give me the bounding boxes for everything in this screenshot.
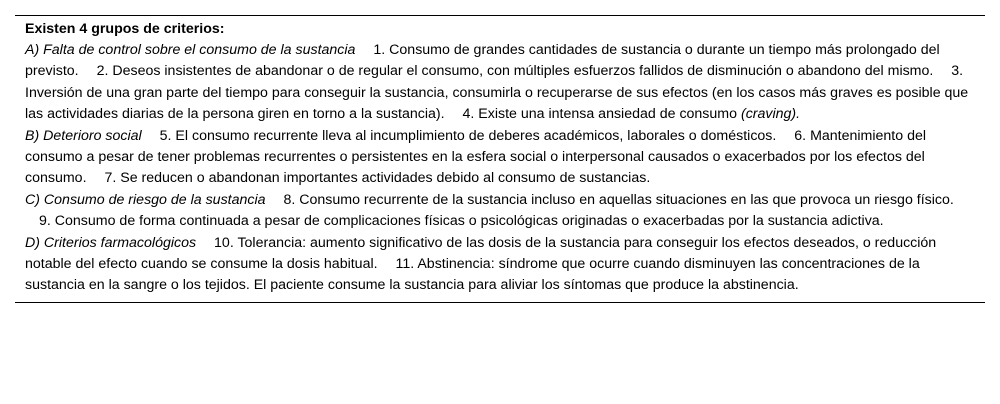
criterion-4-term: (craving). xyxy=(740,106,801,123)
criterion-10: 10. Tolerancia: aumento significativo de las dosis de la sustancia para conseguir los efectos deseados, o reducción notable del efecto cuando se consume la dosis habitual. xyxy=(25,234,937,273)
group-title-a: A) Falta de control sobre el consumo de la sustancia xyxy=(25,42,356,58)
criterion-4: 4. Existe una intensa ansiedad de consumo xyxy=(462,106,738,123)
criterion-2: 2. Deseos insistentes de abandonar o de regular el consumo, con múltiples esfuerzos fallidos de disminución o abandono del mismo. xyxy=(96,63,934,80)
criterion-3: 3. Inversión de una gran parte del tiempo para conseguir la sustancia, consumirla o recuperarse de sus efectos (en los casos más graves es posible que las actividades diarias de la persona giren en torno a la sustancia). xyxy=(25,63,969,123)
criterion-5: 5. El consumo recurrente lleva al incumplimiento de deberes académicos, laborales o domésticos. xyxy=(159,127,777,144)
table-heading: Existen 4 grupos de criterios: xyxy=(25,21,225,37)
group-title-d: D) Criterios farmacológicos xyxy=(25,234,197,251)
group-title-c: C) Consumo de riesgo de la sustancia xyxy=(25,191,266,208)
criteria-group-b xyxy=(25,126,975,190)
criterion-9: 9. Consumo de forma continuada a pesar de complicaciones físicas o psicológicas originadas o exacerbadas por la sustancia adictiva. xyxy=(39,213,884,230)
group-title-b: B) Deterioro social xyxy=(25,127,142,144)
criterion-1: 1. Consumo de grandes cantidades de sustancia o durante un tiempo más prolongado del previsto. xyxy=(25,42,940,80)
criteria-group-d xyxy=(25,233,975,297)
criteria-group-c xyxy=(25,190,975,233)
criterion-8: 8. Consumo recurrente de la sustancia incluso en aquellas situaciones en las que provoca un riesgo físico. xyxy=(283,191,954,208)
criterion-6: 6. Mantenimiento del consumo a pesar de tener problemas recurrentes o persistentes en la esfera social o interpersonal causados o exacerbados por los efectos del consumo. xyxy=(25,127,927,187)
criterion-11: 11. Abstinencia: síndrome que ocurre cuando disminuyen las concentraciones de la sustancia en la sangre o los tejidos. El paciente consume la sustancia para aliviar los síntomas que produce la abstinencia. xyxy=(25,256,920,294)
criteria-group-a xyxy=(25,40,975,126)
criteria-table xyxy=(15,15,985,303)
criterion-7: 7. Se reducen o abandonan importantes actividades debido al consumo de sustancias. xyxy=(104,170,651,187)
